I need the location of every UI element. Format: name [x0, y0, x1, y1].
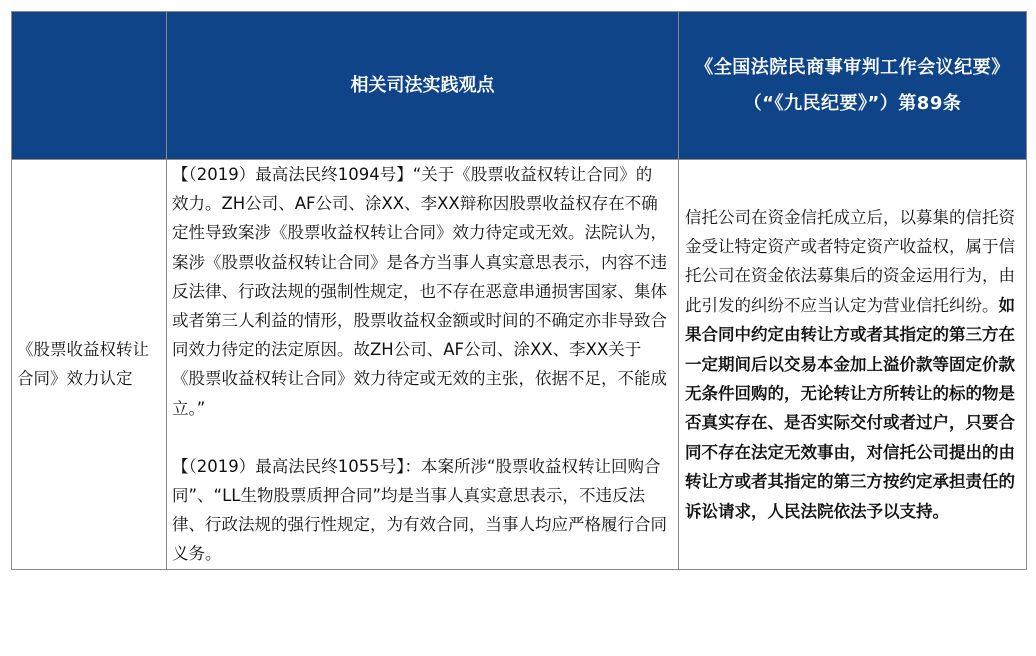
header-cell-judicial-practice: 相关司法实践观点: [167, 12, 679, 160]
case-1055-text: 【（2019）最高法民终1055号】：本案所涉“股票收益权转让回购合同”、“LL生物股票质押合同”均是当事人真实意思表示，不违反法律、行政法规的强行性规定，为有效合同，当事人均应严格履行合同义务。: [172, 456, 667, 564]
cases-cell: [167, 160, 679, 570]
header-row: [12, 12, 1027, 160]
topic-text: 《股票收益权转让合同》效力认定: [17, 340, 149, 389]
provision-bold-text: 如果合同中约定由转让方或者其指定的第三方在一定期间后以交易本金加上溢价款等固定价款无条件回购的，无论转让方所转让的标的物是否真实存在、是否实际交付或者过户，只要合同不存在法定无效事由，对信托公司提出的由转让方或者其指定的第三方按约定承担责任的诉讼请求，人民法院依法予以支持。: [685, 295, 1015, 521]
header-cell-topic: [12, 12, 167, 160]
content-row: [12, 160, 1027, 570]
header-cell-nine-minutes-article: 《全国法院民商事审判工作会议纪要》（“《九民纪要》”）第89条: [679, 12, 1027, 160]
provision-normal-text: 信托公司在资金信托成立后，以募集的信托资金受让特定资产或者特定资产收益权，属于信托公司在资金依法募集后的资金运用行为，由此引发的纠纷不应当认定为营业信托纠纷。: [685, 207, 1015, 315]
comparison-table: [11, 11, 1027, 570]
topic-cell: [12, 160, 167, 570]
provision-cell: [679, 160, 1027, 570]
case-1094-text: 【（2019）最高法民终1094号】“关于《股票收益权转让合同》的效力。ZH公司、AF公司、涂XX、李XX辩称因股票收益权存在不确定性导致案涉《股票收益权转让合同》效力待定或无效。法院认为，案涉《股票收益权转让合同》是各方当事人真实意思表示，内容不违反法律、行政法规的强制性规定，也不存在恶意串通损害国家、集体或者第三人利益的情形，股票收益权金额或时间的不确定亦非导致合同效力待定的法定原因。故ZH公司、AF公司、涂XX、李XX关于《股票收益权转让合同》效力待定或无效的主张，依据不足，不能成立。”: [172, 165, 667, 418]
